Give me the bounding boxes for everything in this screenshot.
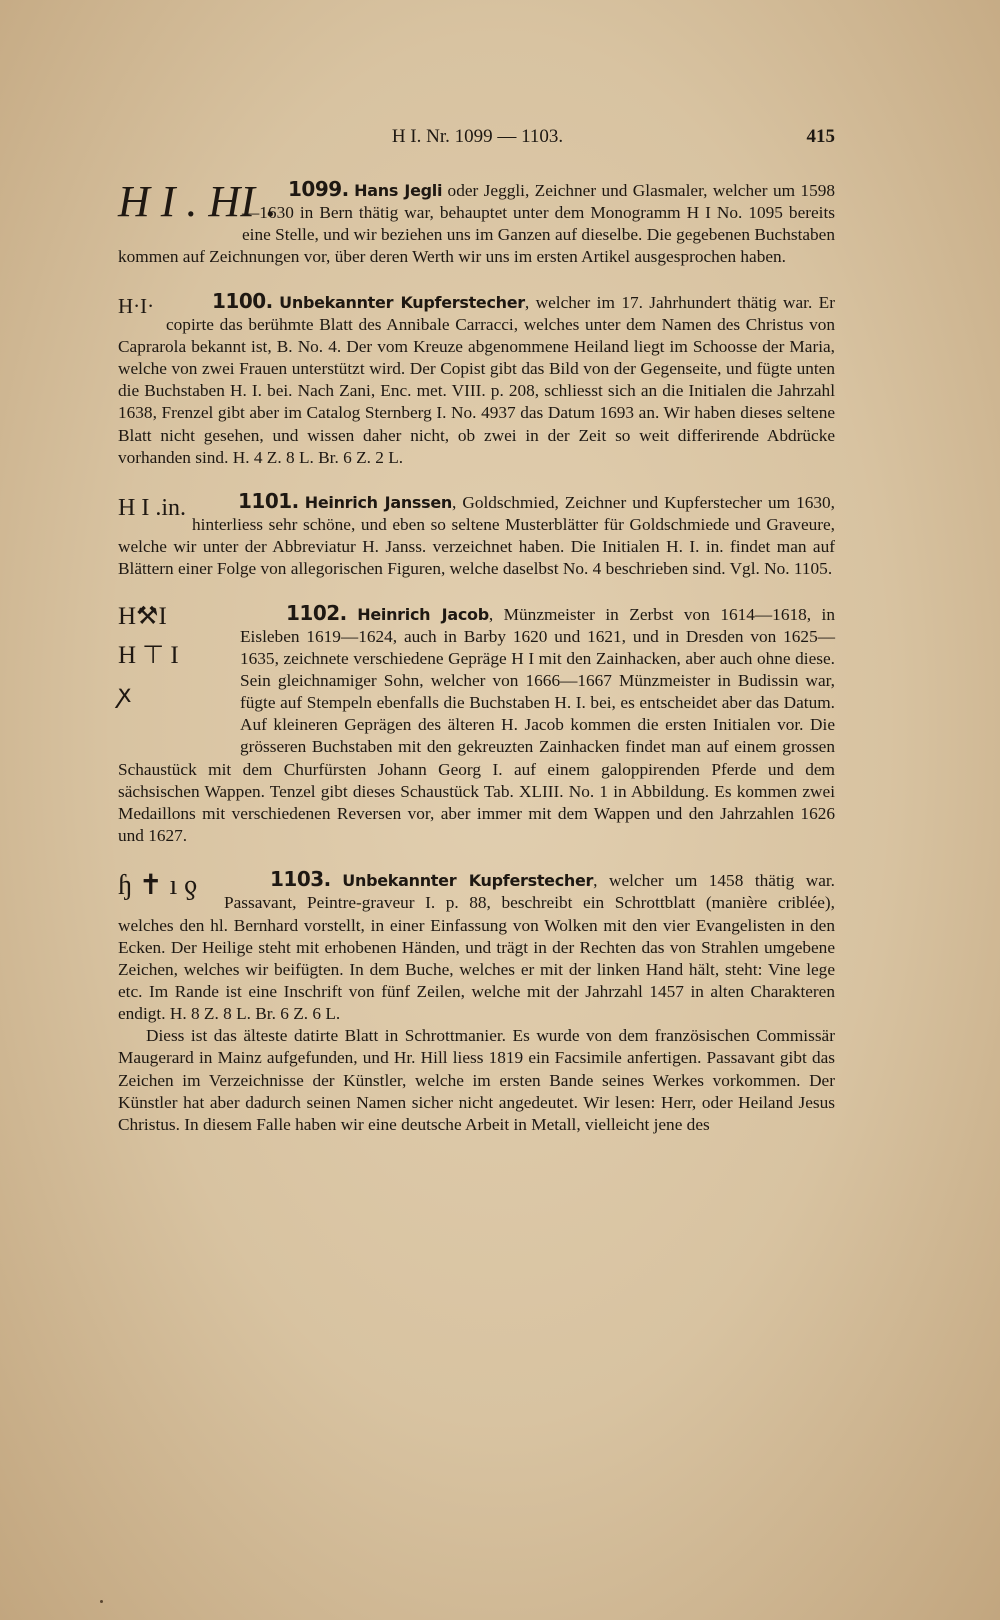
- monogram-line: H·I·: [118, 293, 155, 318]
- entry-name: Unbekannter Kupferstecher: [342, 871, 594, 891]
- entry-text: , Goldschmied, Zeichner und Kupferstecher um 1630, hinterliess sehr schöne, und eben so seltene Musterblätter für Goldschmiede und Graveure, welche wir unter der Abbreviatur H. Janss. verzeichnet haben. Die Initialen H. I. in. findet man auf Blättern einer Folge von allegorischen Figuren, welche daselbst No. 4 beschrieben sind. Vgl. No. 1105.: [118, 492, 835, 579]
- entry-text: , welcher um 1458 thätig war. Passavant, Peintre-graveur I. p. 88, beschreibt ein Schrottblatt (manière criblée), welches den hl. Bernhard vorstellt, in einer Einfassung von Wolken mit den vier Evangelisten in den Ecken. Der Heilige steht mit erhobenen Händen, und trägt in der Rechten das von Strahlen umgebene Zeichen, welches wir beifügten. In dem Buche, welches er mit der linken Hand hält, steht: Vine lege etc. Im Rande ist eine Inschrift von fünf Zeilen, welche mit der Jahrzahl 1457 in alten Charakteren endigt. H. 8 Z. 8 L. Br. 6 Z. 6 L.: [118, 871, 835, 1024]
- entry-text: , Münzmeister in Zerbst von 1614—1618, in Eisleben 1619—1624, auch in Barby 1620 und 1621, und in Dresden von 1625—1635, zeichnete verschiedene Gepräge H I mit den Zainhacken, aber auch ohne diese. Sein gleichnamiger Sohn, welcher von 1666—1667 Münzmeister in Budissin war, fügte auf Stempeln ebenfalls die Buchstaben H. I. bei, es entscheidet aber das Datum. Auf kleineren Geprägen des älteren H. Jacob kommen die ersten Initialen vor. Die grösseren Buchstaben mit den gekreuzten Zainhacken findet man auf einem grossen Schaustück mit dem Churfürsten Johann Georg I. auf einem galoppirenden Pferde und dem sächsischen Wappen. Tenzel gibt dieses Schaustück Tab. XLIII. No. 1 in Abbildung. Es kommen zwei Medaillons mit verschiedenen Reversen vor, aber immer mit dem Wappen und den Jahrzahlen 1626 und 1627.: [118, 604, 835, 846]
- monogram-1101: [118, 494, 186, 536]
- monogram-1102: [118, 604, 226, 756]
- entry-1100: [118, 290, 835, 469]
- entry-text: oder Jeggli, Zeichner und Glasmaler, welcher um 1598—1630 in Bern thätig war, behauptet unter dem Monogramm H I No. 1095 bereits eine Stelle, und wir beziehen uns im Ganzen auf dieselbe. Die gegebenen Buchstaben kommen auf Zeichnungen vor, über deren Werth wir uns im ersten Artikel ausgesprochen haben.: [118, 181, 835, 267]
- monogram-line: ɧ ✝ ı ƍ: [118, 870, 198, 902]
- entry-number: 1101.: [238, 488, 299, 513]
- entry-text: , welcher im 17. Jahrhundert thätig war. Er copirte das berühmte Blatt des Annibale Carracci, welches unter dem Namen des Christus von Caprarola bekannt ist, B. No. 4. Der vom Kreuze abgenommene Heiland liegt im Schoosse der Maria, welche von zwei Frauen unterstützt wird. Der Copist gibt das Bild von der Gegenseite, und fügte unten die Buchstaben H. I. bei. Nach Zani, Enc. met. VIII. p. 208, schliesst sich an die Initialen die Jahrzahl 1638, Frenzel gibt aber im Catalog Sternberg I. No. 4937 das Datum 1693 an. Wir haben dieses seltene Blatt nicht gesehen, und wissen daher nicht, ob zwei in der Zeit so weit differirende Abdrücke vorhanden sind. H. 4 Z. 8 L. Br. 6 Z. 2 L.: [118, 292, 835, 467]
- entry-name: Hans Jegli: [354, 181, 443, 200]
- paper-speck: [100, 1600, 103, 1603]
- monogram-line: H ⊤ I: [118, 641, 179, 669]
- entry-1099: [118, 178, 835, 269]
- entry-1101: [118, 490, 835, 581]
- entry-number: 1100.: [212, 288, 273, 313]
- page-number: 415: [806, 126, 835, 147]
- monogram-1103: [118, 872, 210, 912]
- monogram-1100: [118, 293, 155, 336]
- monogram-line: H⚒I: [118, 602, 167, 630]
- body-text: [118, 178, 835, 1136]
- entry-1103: [118, 868, 835, 1136]
- entry-name: Unbekannter Kupferstecher: [279, 292, 525, 312]
- entry-paragraph: [118, 868, 835, 1025]
- running-header: [120, 126, 835, 156]
- entry-number: 1099.: [288, 177, 349, 201]
- monogram-1099: [118, 177, 277, 246]
- entry-1102: [118, 602, 835, 848]
- monogram-line: H I . HI .: [118, 177, 277, 226]
- entry-number: 1102.: [286, 600, 347, 625]
- entry-name: Heinrich Janssen: [304, 492, 453, 512]
- header-title: H I. Nr. 1099 — 1103.: [391, 126, 564, 147]
- entry-paragraph: [118, 290, 835, 469]
- entry-name: Heinrich Jacob: [357, 604, 489, 624]
- entry-number: 1103.: [270, 867, 331, 892]
- monogram-line: H I .in.: [118, 494, 186, 521]
- entry-paragraph: [118, 490, 835, 581]
- monogram-line: ꭗ: [118, 680, 132, 708]
- entry-paragraph: Diess ist das älteste datirte Blatt in Schrottmanier. Es wurde von dem französischen Commissär Maugerard in Mainz aufgefunden, und Hr. Hill liess 1819 ein Facsimile anfertigen. Passavant gibt das Zeichen im Verzeichnisse der Künstler, welche im ersten Bande seines Werkes vorkommen. Der Künstler hat aber dadurch seinen Namen sicher nicht angedeutet. Wir lesen: Herr, oder Heiland Jesus Christus. In diesem Falle haben wir eine deutsche Arbeit in Metall, vielleicht jene des: [118, 1026, 835, 1134]
